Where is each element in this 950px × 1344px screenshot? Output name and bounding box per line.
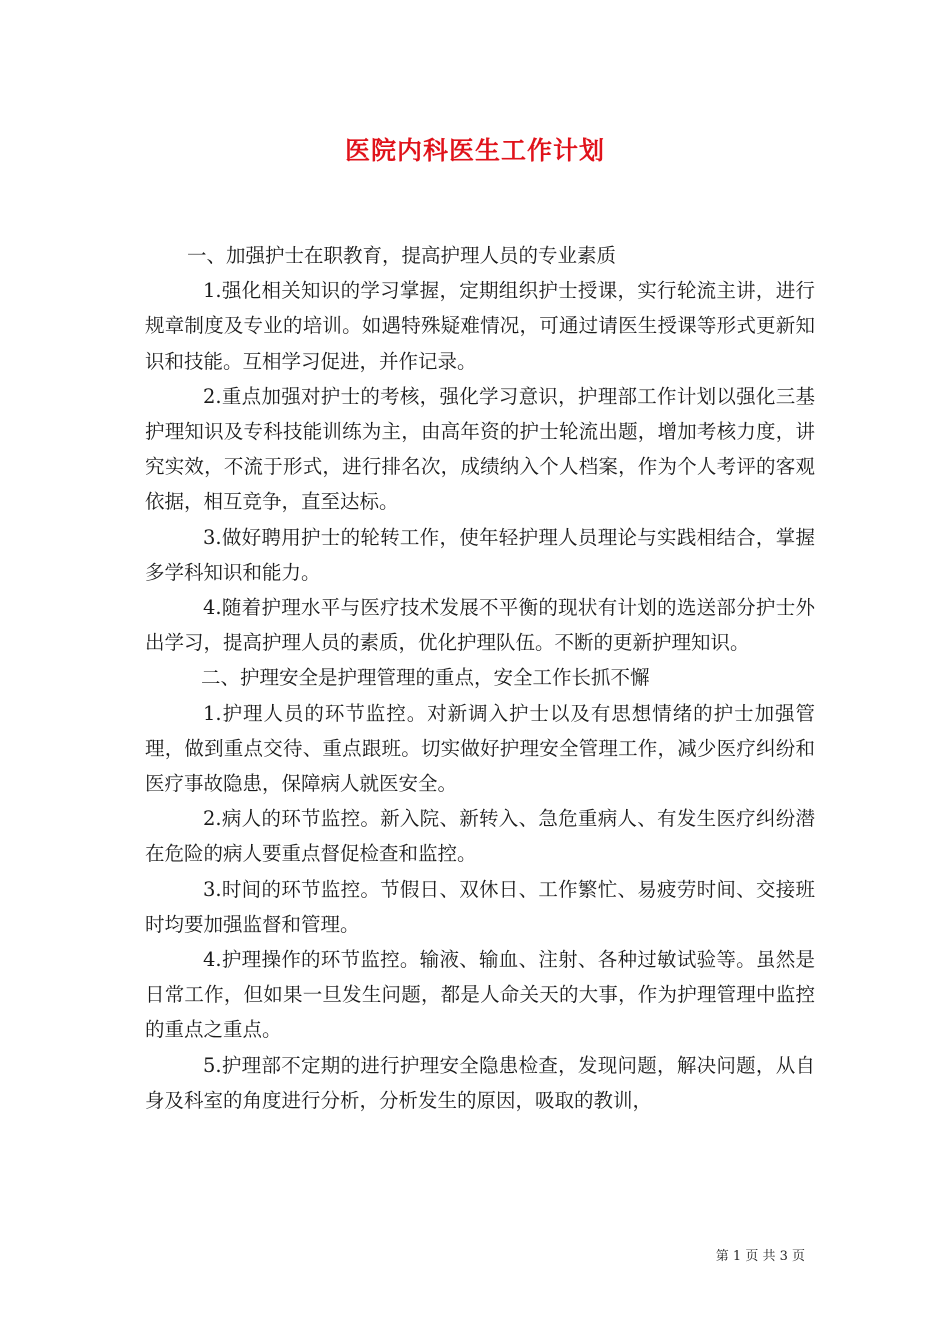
paragraph-2-3: 3.时间的环节监控。节假日、双休日、工作繁忙、易疲劳时间、交接班时均要加强监督和管理。 bbox=[145, 877, 815, 936]
paragraph-1-2: 2.重点加强对护士的考核，强化学习意识，护理部工作计划以强化三基护理知识及专科技能训练为主，由高年资的护士轮流出题，增加考核力度，讲究实效，不流于形式，进行排名次，成绩纳入个人档案，作为个人考评的客观依据，相互竞争，直至达标。 bbox=[145, 384, 815, 514]
paragraph-1-1: 1.强化相关知识的学习掌握，定期组织护士授课，实行轮流主讲，进行规章制度及专业的培训。如遇特殊疑难情况，可通过请医生授课等形式更新知识和技能。互相学习促进，并作记录。 bbox=[145, 279, 815, 373]
paragraph-2-4: 4.护理操作的环节监控。输液、输血、注射、各种过敏试验等。虽然是日常工作，但如果一旦发生问题，都是人命关天的大事，作为护理管理中监控的重点之重点。 bbox=[145, 948, 815, 1042]
document-title: 医院内科医生工作计划 bbox=[344, 136, 605, 165]
document-body bbox=[145, 238, 815, 1118]
paragraph-2-5: 5.护理部不定期的进行护理安全隐患检查，发现问题，解决问题，从自身及科室的角度进行分析，分析发生的原因，吸取的教训， bbox=[145, 1053, 815, 1112]
paragraph-2-2: 2.病人的环节监控。新入院、新转入、急危重病人、有发生医疗纠纷潜在危险的病人要重点督促检查和监控。 bbox=[145, 807, 815, 866]
paragraph-1-3: 3.做好聘用护士的轮转工作，使年轻护理人员理论与实践相结合，掌握多学科知识和能力。 bbox=[145, 525, 815, 584]
section-heading-2: 二、护理安全是护理管理的重点，安全工作长抓不懈 bbox=[201, 666, 650, 690]
page-indicator: 第 1 页 共 3 页 bbox=[715, 1249, 805, 1264]
paragraph-2-1: 1.护理人员的环节监控。对新调入护士以及有思想情绪的护士加强管理，做到重点交待、重点跟班。切实做好护理安全管理工作，减少医疗纠纷和医疗事故隐患，保障病人就医安全。 bbox=[145, 701, 815, 796]
section-heading-1: 一、加强护士在职教育，提高护理人员的专业素质 bbox=[187, 244, 617, 267]
paragraph-1-4: 4.随着护理水平与医疗技术发展不平衡的现状有计划的选送部分护士外出学习，提高护理人员的素质，优化护理队伍。不断的更新护理知识。 bbox=[145, 596, 815, 655]
